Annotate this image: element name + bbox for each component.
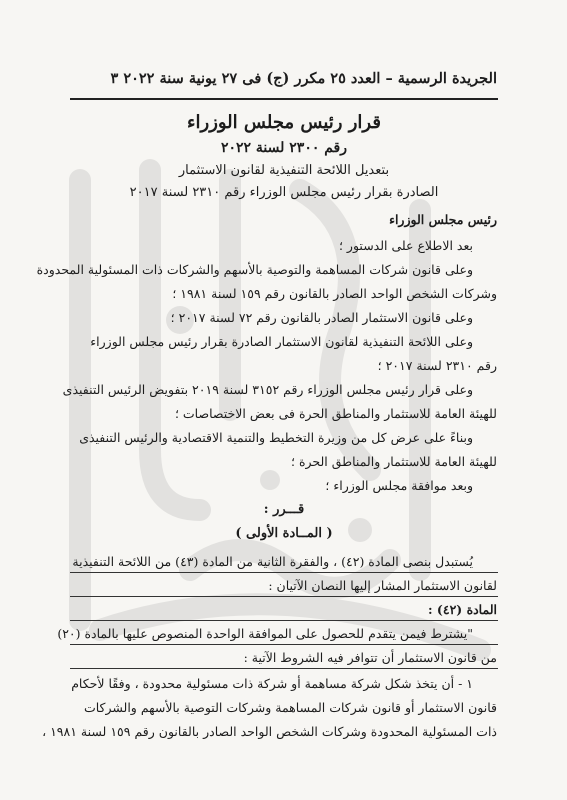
decided-heading: قـــرر : <box>263 502 305 517</box>
preamble-line: وعلى اللائحة التنفيذية لقانون الاستثمار الصادرة بقرار رئيس مجلس الوزراء <box>90 334 473 349</box>
decree-number: رقم ٢٣٠٠ لسنة ٢٠٢٢ <box>220 140 348 156</box>
underline-rule <box>70 620 498 621</box>
preamble-line: وبعد موافقة مجلس الوزراء ؛ <box>325 478 473 493</box>
underline-rule <box>70 644 498 645</box>
condition-line: ذات المسئولية المحدودة وشركات الشخص الواحد الصادر بالقانون رقم ١٥٩ لسنة ١٩٨١ ، <box>42 724 497 739</box>
preamble-line: وعلى قانون شركات المساهمة والتوصية بالأسهم والشركات ذات المسئولية المحدودة <box>36 262 473 277</box>
decree-subtitle: بتعديل اللائحة التنفيذية لقانون الاستثمار <box>178 163 390 178</box>
decree-subtitle-2: الصادرة بقرار رئيس مجلس الوزراء رقم ٢٣١٠ لسنة ٢٠١٧ <box>129 185 439 200</box>
condition-line: قانون الاستثمار أو قانون شركات المساهمة وشركات التوصية بالأسهم والشركات <box>83 700 497 715</box>
body-line: يُستبدل بنصى المادة (٤٢) ، والفقرة الثانية من المادة (٤٣) من اللائحة التنفيذية <box>72 554 473 569</box>
issuer-heading: رئيس مجلس الوزراء <box>389 212 497 227</box>
body-line: "يشترط فيمن يتقدم للحصول على الموافقة الواحدة المنصوص عليها بالمادة (٢٠) <box>57 626 473 641</box>
article-one-heading: ( المــادة الأولى ) <box>235 526 333 541</box>
underline-rule <box>70 572 498 573</box>
body-line: لقانون الاستثمار المشار إليها النصان الآتيان : <box>268 578 497 593</box>
preamble-line: للهيئة العامة للاستثمار والمناطق الحرة ؛ <box>291 454 497 469</box>
header-divider <box>70 98 498 100</box>
preamble-line: وشركات الشخص الواحد الصادر بالقانون رقم ١٥٩ لسنة ١٩٨١ ؛ <box>172 286 497 301</box>
underline-rule <box>70 596 498 597</box>
underline-rule <box>70 668 498 669</box>
preamble-line: بعد الاطلاع على الدستور ؛ <box>338 238 473 253</box>
decree-title: قرار رئيس مجلس الوزراء <box>187 112 381 133</box>
preamble-line: وعلى قانون الاستثمار الصادر بالقانون رقم ٧٢ لسنة ٢٠١٧ ؛ <box>170 310 473 325</box>
running-head: الجريدة الرسمية – العدد ٢٥ مكرر (ج) فى ٢٧ يونية سنة ٢٠٢٢ ٣ <box>110 70 497 87</box>
preamble-line: رقم ٢٣١٠ لسنة ٢٠١٧ ؛ <box>377 358 497 373</box>
condition-line: ١ - أن يتخذ شكل شركة مساهمة أو شركة ذات مسئولية محدودة ، وفقًا لأحكام <box>71 676 473 691</box>
article-42-heading: المادة (٤٢) : <box>427 602 497 617</box>
preamble-line: للهيئة العامة للاستثمار والمناطق الحرة فى بعض الاختصاصات ؛ <box>174 406 497 421</box>
preamble-line: وعلى قرار رئيس مجلس الوزراء رقم ٣١٥٢ لسنة ٢٠١٩ بتفويض الرئيس التنفيذى <box>62 382 473 397</box>
body-line: من قانون الاستثمار أن تتوافر فيه الشروط الآتية : <box>243 650 497 665</box>
preamble-line: وبناءً على عرض كل من وزيرة التخطيط والتنمية الاقتصادية والرئيس التنفيذى <box>79 430 473 445</box>
